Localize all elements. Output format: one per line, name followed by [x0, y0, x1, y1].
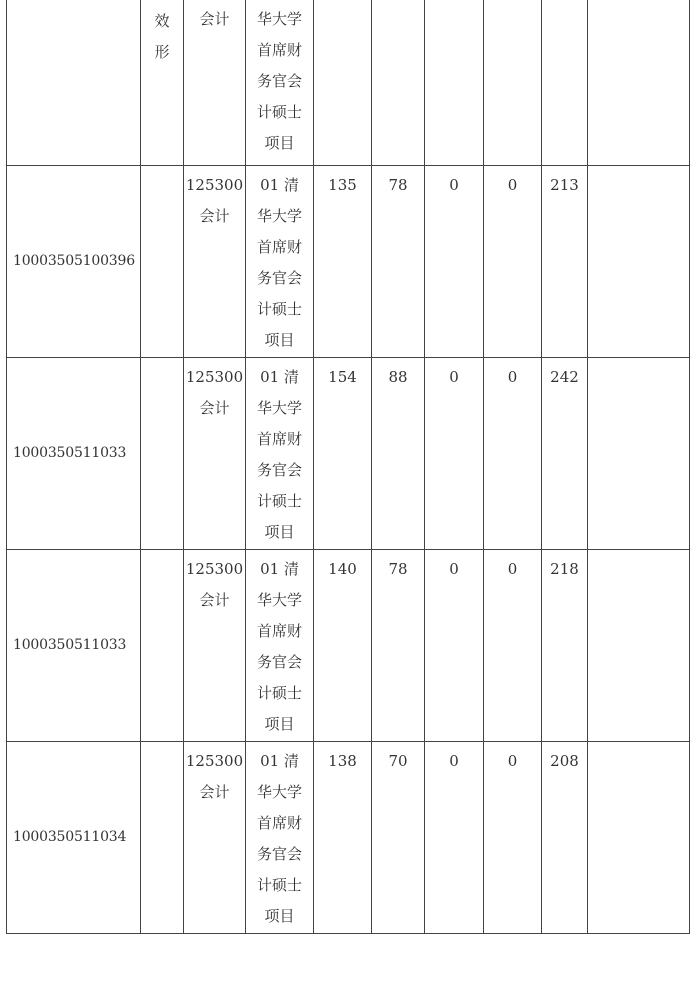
project-cell: 01 清 华大学 首席财 务官会 计硕士 项目 — [246, 166, 314, 358]
score-subject-two-cell: 0 — [484, 358, 542, 550]
candidate-id-cell: 1000350511033 — [7, 358, 141, 550]
rule-gap — [143, 535, 165, 538]
score-subject-one-cell: 0 — [425, 166, 484, 358]
table-row — [7, 0, 690, 166]
candidate-id-cell: 1000350511033 — [7, 550, 141, 742]
major-cell: 125300 会计 — [184, 358, 246, 550]
total-score-cell: 208 — [542, 742, 588, 934]
candidate-id-cell: 10003505100396 — [7, 166, 141, 358]
score-subject-one-cell: 0 — [425, 742, 484, 934]
note-cell — [588, 0, 690, 166]
score-subject-one-cell — [425, 0, 484, 166]
rule-gap — [117, 722, 131, 725]
note-cell — [588, 550, 690, 742]
score-politics-cell — [314, 0, 372, 166]
total-score-cell: 213 — [542, 166, 588, 358]
note-cell — [588, 166, 690, 358]
score-politics-cell: 138 — [314, 742, 372, 934]
score-subject-two-cell — [484, 0, 542, 166]
score-subject-one-cell: 0 — [425, 358, 484, 550]
score-subject-two-cell: 0 — [484, 550, 542, 742]
project-cell: 01 清 华大学 首席财 务官会 计硕士 项目 — [246, 742, 314, 934]
rule-gap — [117, 535, 131, 538]
project-cell: 01 清 华大学 首席财 务官会 计硕士 项目 — [246, 358, 314, 550]
score-foreign-language-cell: 70 — [372, 742, 425, 934]
note-cell — [588, 358, 690, 550]
score-foreign-language-cell: 78 — [372, 166, 425, 358]
project-cell: 华大学 首席财 务官会 计硕士 项目 — [246, 0, 314, 166]
score-politics-cell: 140 — [314, 550, 372, 742]
score-foreign-language-cell: 78 — [372, 550, 425, 742]
candidate-name-cell — [141, 550, 184, 742]
table-row — [7, 742, 690, 934]
major-cell: 125300 会计 — [184, 742, 246, 934]
score-politics-cell: 135 — [314, 166, 372, 358]
table-row — [7, 166, 690, 358]
score-subject-two-cell: 0 — [484, 742, 542, 934]
major-cell: 125300 会计 — [184, 550, 246, 742]
table-row — [7, 358, 690, 550]
total-score-cell — [542, 0, 588, 166]
candidate-name — [141, 358, 183, 398]
candidate-name-cell — [141, 358, 184, 550]
candidate-id-cell: 1000350511034 — [7, 742, 141, 934]
rule-gap — [143, 347, 165, 350]
candidate-name — [141, 166, 183, 206]
candidate-name-cell — [141, 0, 184, 166]
score-subject-one-cell: 0 — [425, 550, 484, 742]
score-foreign-language-cell: 88 — [372, 358, 425, 550]
major-cell: 会计 — [184, 0, 246, 166]
candidate-id-cell — [7, 0, 141, 166]
candidate-name-cell — [141, 166, 184, 358]
admission-score-table — [6, 0, 690, 934]
candidate-name — [141, 742, 183, 782]
score-politics-cell: 154 — [314, 358, 372, 550]
candidate-name-cell — [141, 742, 184, 934]
note-cell — [588, 742, 690, 934]
candidate-name — [141, 550, 183, 590]
total-score-cell: 242 — [542, 358, 588, 550]
candidate-name: 效 形 — [154, 12, 170, 61]
score-subject-two-cell: 0 — [484, 166, 542, 358]
score-foreign-language-cell — [372, 0, 425, 166]
major-cell: 125300 会计 — [184, 166, 246, 358]
table-row — [7, 550, 690, 742]
total-score-cell: 218 — [542, 550, 588, 742]
project-cell: 01 清 华大学 首席财 务官会 计硕士 项目 — [246, 550, 314, 742]
